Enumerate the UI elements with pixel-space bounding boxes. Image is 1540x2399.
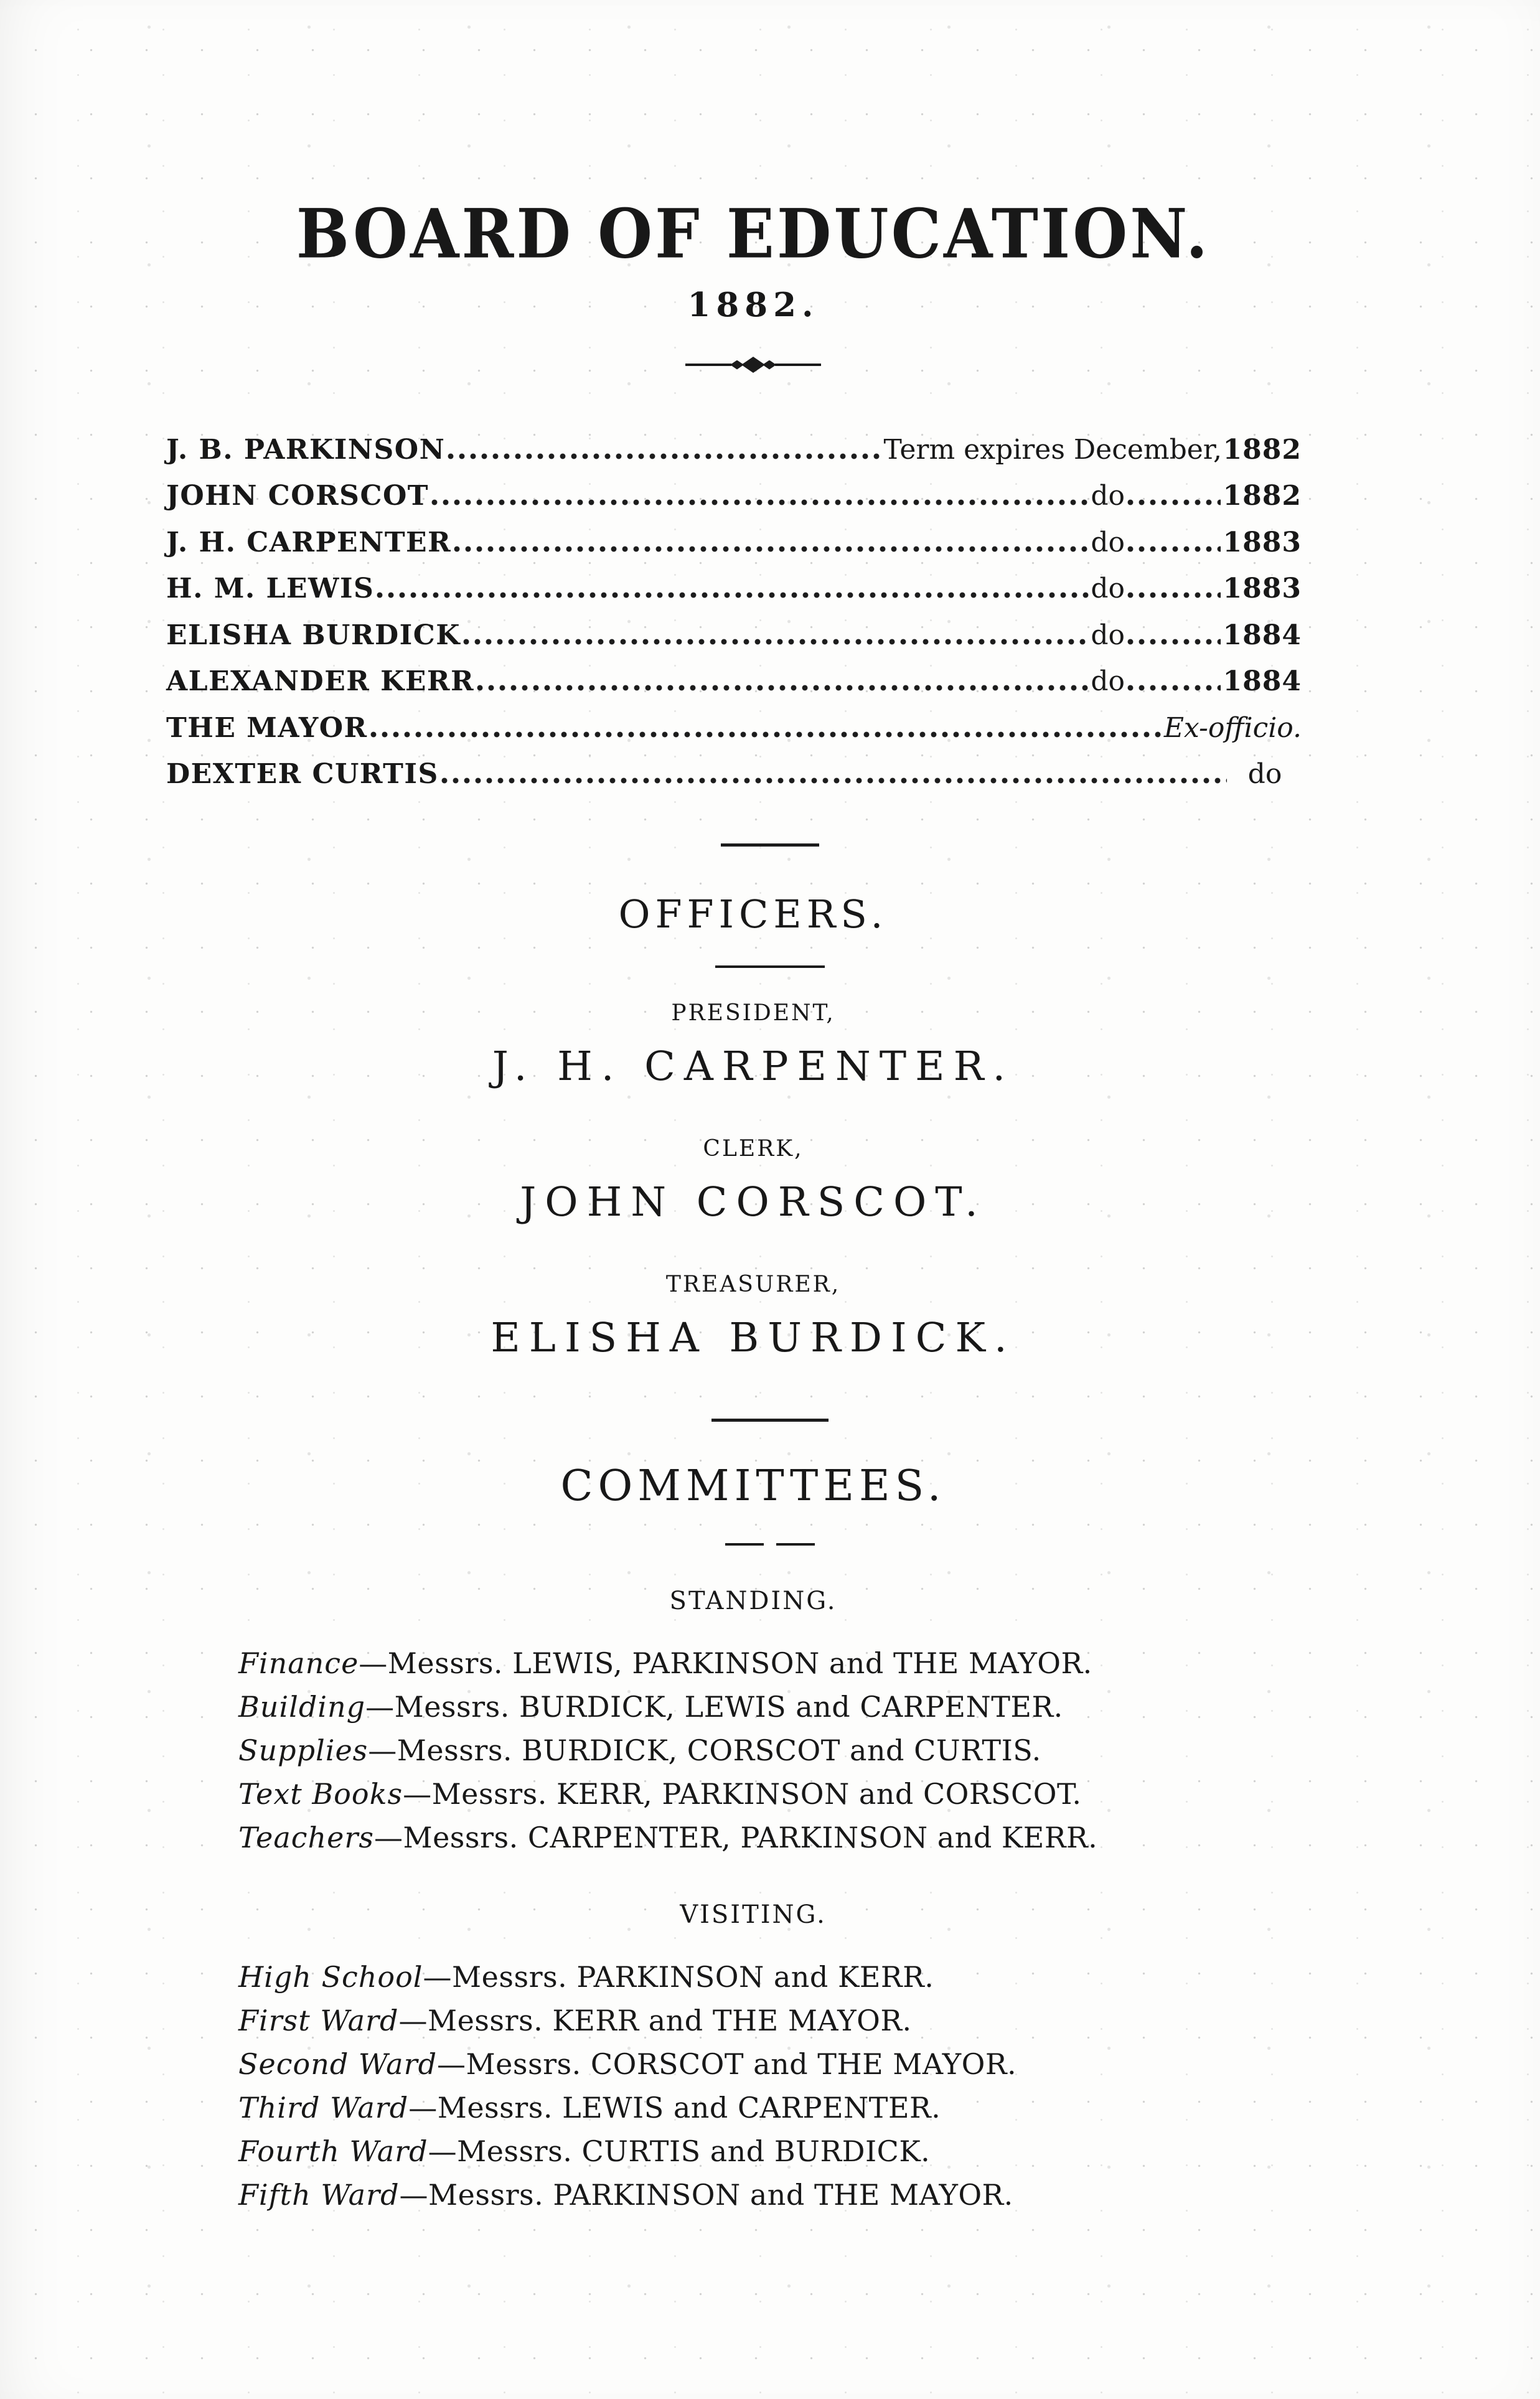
table-row (166, 512, 1302, 558)
list-item (238, 1729, 1428, 1772)
table-row (166, 419, 1302, 466)
ditto-label: do (1091, 665, 1125, 698)
member-name: THE MAYOR (166, 711, 368, 744)
term-year: 1884 (1223, 619, 1302, 651)
ditto-label: do (1091, 573, 1125, 605)
committee-members: —Messrs. KERR, PARKINSON and CORSCOT. (403, 1777, 1082, 1811)
committee-name: Teachers (238, 1821, 374, 1855)
dot-leader (1127, 545, 1221, 553)
list-item (238, 1999, 1428, 2042)
table-row (166, 697, 1302, 744)
member-name: DEXTER CURTIS (166, 758, 439, 791)
ditto-label: do (1091, 619, 1125, 651)
member-name: ALEXANDER KERR (166, 665, 475, 698)
visiting-heading: VISITING. (680, 1900, 827, 1930)
ornament-divider (37, 357, 1469, 373)
ditto-label: do (1247, 758, 1282, 791)
ornament-diamond-large (741, 357, 765, 373)
ornament-line (775, 364, 821, 366)
committee-members: —Messrs. PARKINSON and THE MAYOR. (399, 2178, 1013, 2212)
officer-name: J. H. CARPENTER. (492, 1043, 1015, 1091)
committee-name: Building (238, 1690, 366, 1724)
table-row (166, 604, 1302, 651)
officer-name: JOHN CORSCOT. (520, 1179, 987, 1226)
dot-leader (431, 499, 1089, 506)
year-heading: 1882. (687, 286, 819, 325)
visiting-committee-list (238, 1955, 1428, 2217)
officer-title: TREASURER, (665, 1272, 841, 1298)
table-row (166, 466, 1302, 512)
section-divider (711, 1419, 829, 1422)
dot-leader (477, 684, 1089, 692)
committee-name: Fourth Ward (238, 2134, 428, 2169)
member-name: JOHN CORSCOT (166, 480, 430, 512)
board-member-roster (166, 419, 1302, 790)
officers-heading: OFFICERS. (618, 891, 888, 937)
list-item (238, 1685, 1428, 1729)
committee-name: Text Books (238, 1777, 403, 1811)
dot-leader (370, 731, 1163, 738)
dot-leader (1127, 638, 1221, 646)
committee-name: Third Ward (238, 2091, 409, 2125)
term-year: 1884 (1223, 665, 1302, 698)
committee-members: —Messrs. PARKINSON and KERR. (423, 1960, 934, 1994)
page-title: BOARD OF EDUCATION. (296, 194, 1211, 274)
list-item (238, 1641, 1428, 1685)
member-name: ELISHA BURDICK (166, 619, 461, 651)
list-item (238, 2086, 1428, 2129)
dot-leader (1127, 684, 1221, 692)
committee-members: —Messrs. CORSCOT and THE MAYOR. (437, 2047, 1017, 2082)
list-item (238, 1772, 1428, 1816)
member-name: H. M. LEWIS (166, 573, 375, 605)
ditto-label: do (1091, 480, 1125, 512)
officer-name: ELISHA BURDICK. (491, 1315, 1016, 1362)
table-row (166, 558, 1302, 605)
dot-leader (463, 638, 1089, 646)
committee-members: —Messrs. BURDICK, CORSCOT and CURTIS. (368, 1734, 1041, 1768)
committee-name: Second Ward (238, 2047, 438, 2082)
committee-members: —Messrs. BURDICK, LEWIS and CARPENTER. (365, 1690, 1063, 1724)
table-row (166, 744, 1302, 791)
ornament-line (685, 364, 731, 366)
list-item (238, 2042, 1428, 2086)
committee-name: Fifth Ward (238, 2178, 400, 2212)
list-item (238, 2129, 1428, 2173)
dot-leader (377, 591, 1089, 599)
committee-members: —Messrs. LEWIS and CARPENTER. (408, 2091, 941, 2125)
list-item (238, 1955, 1428, 1999)
term-year: 1882 (1223, 433, 1302, 466)
list-item (238, 1816, 1428, 1859)
ornament-diamond (763, 360, 776, 370)
committee-name: Supplies (238, 1734, 369, 1768)
heading-underline (715, 965, 825, 968)
member-name: J. B. PARKINSON (166, 433, 446, 466)
list-item (238, 2173, 1428, 2217)
dot-leader (448, 453, 882, 460)
table-row (166, 651, 1302, 698)
dot-leader (441, 777, 1227, 784)
heading-underline-dashes (0, 1543, 1540, 1546)
term-year: 1883 (1223, 573, 1302, 605)
committee-name: First Ward (238, 2004, 399, 2038)
officer-title: CLERK, (703, 1136, 804, 1162)
section-divider (721, 843, 819, 847)
dot-leader (1127, 591, 1221, 599)
standing-committee-list (238, 1641, 1428, 1859)
dot-leader (1127, 499, 1221, 506)
dash (725, 1543, 764, 1546)
term-year: 1882 (1223, 480, 1302, 512)
ex-officio-label: Ex-officio. (1163, 711, 1302, 744)
member-name: J. H. CARPENTER (166, 526, 452, 558)
standing-heading: STANDING. (669, 1587, 837, 1616)
dash (776, 1543, 815, 1546)
term-label: Term expires December, (883, 433, 1222, 466)
committee-members: —Messrs. CURTIS and BURDICK. (428, 2134, 931, 2169)
committees-heading: COMMITTEES. (560, 1462, 946, 1511)
dot-leader (454, 545, 1089, 553)
committee-members: —Messrs. CARPENTER, PARKINSON and KERR. (373, 1821, 1098, 1855)
term-year: 1883 (1223, 526, 1302, 558)
committee-members: —Messrs. KERR and THE MAYOR. (398, 2004, 912, 2038)
committee-members: —Messrs. LEWIS, PARKINSON and THE MAYOR. (359, 1646, 1092, 1681)
officer-title: PRESIDENT, (671, 1000, 835, 1026)
committee-name: High School (238, 1960, 423, 1994)
ditto-label: do (1091, 526, 1125, 558)
committee-name: Finance (238, 1646, 359, 1681)
